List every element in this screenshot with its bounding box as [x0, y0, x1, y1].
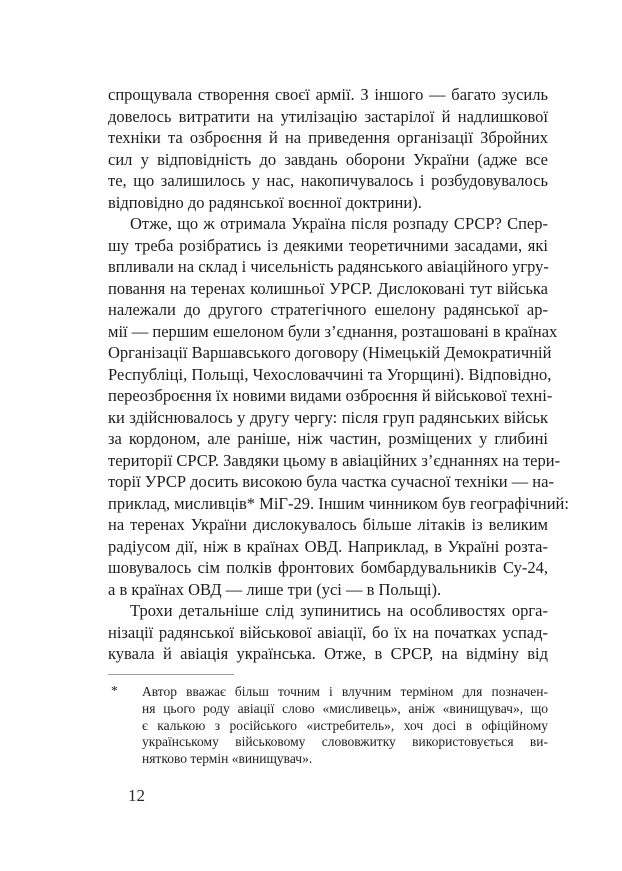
text-line: мії — першим ешелоном були з’єднання, розташовані в країнах: [108, 321, 558, 341]
text-line: на теренах України дислокувалось більше літаків із великим: [108, 515, 548, 534]
text-line: довелось витратити на утилізацію застарілої й надлишкової: [108, 106, 548, 126]
footnote: [108, 684, 548, 768]
text-line: впливали на склад і чисельність радянського авіаційного угру-: [108, 257, 549, 276]
text-line: шовувалось сім полків фронтових бомбардувальників Су-24,: [108, 558, 548, 577]
text-line: шу треба розібратись із деякими теоретичними засадами, які: [108, 235, 548, 255]
text-line: спрощувала створення своєї армії. З іншого — багато зусиль: [108, 85, 548, 104]
paragraph: [108, 213, 569, 600]
text-line: радіусом дії, ніж в країнах ОВД. Наприклад, в Україні розта-: [108, 536, 548, 556]
footnote-marker: *: [111, 683, 118, 698]
main-text: [108, 84, 569, 665]
text-line: Організації Варшавського договору (Німецькій Демократичній: [108, 343, 552, 362]
text-line: сил у відповідність до завдань оборони України (адже все: [108, 149, 548, 169]
text-line: території СРСР. Завдяки цьому в авіаційних з’єднаннях на тери-: [108, 450, 561, 470]
text-line: приклад, мисливців* МіГ-29. Іншим чинником був географічний:: [108, 493, 569, 513]
text-line: нятково термін «винищувач».: [142, 751, 313, 767]
text-line: українському військовому слововжитку використовується ви-: [142, 734, 548, 750]
paragraph: [108, 600, 548, 665]
text-line: належали до другого стратегічного ешелону радянської ар-: [108, 300, 548, 319]
text-line: є калькою з російського «истребитель», хоч досі в офіційному: [142, 717, 548, 733]
text-line: Отже, що ж отримала Україна після розпаду СРСР? Спер-: [130, 214, 548, 233]
text-line: нізації радянської військової авіації, бо їх на початках успад-: [108, 622, 548, 642]
text-line: ня цього роду авіації слово «мисливець», аніж «винищувач», що: [142, 700, 548, 716]
page-number: 12: [128, 786, 145, 805]
text-line: Трохи детальніше слід зупинитись на особливостях орга-: [130, 601, 548, 620]
text-line: а в країнах ОВД — лише три (усі — в Польщі).: [108, 579, 442, 599]
text-line: техніки та озброєння й на приведення організації Збройних: [108, 128, 548, 147]
text-line: повання на теренах колишньої УРСР. Дислоковані тут війська: [108, 278, 548, 298]
text-line: за кордоном, але раніше, ніж частин, розміщених у глибині: [108, 429, 548, 448]
text-line: переозброєння їх новими видами озброєння й військової техні-: [108, 386, 553, 405]
text-line: те, що залишилось у нас, накопичувалось і розбудовувалось: [108, 171, 548, 190]
text-line: ки здійснювалось у другу чергу: після груп радянських військ: [108, 407, 548, 427]
paragraph: [108, 84, 548, 213]
text-line: торії УРСР досить високою була частка сучасної техніки — на-: [108, 472, 554, 491]
text-line: відповідно до радянської воєнної доктрини).: [108, 192, 422, 212]
text-line: кувала й авіація українська. Отже, в СРСР, на відміну від: [108, 644, 548, 663]
footnote-divider: [108, 674, 234, 675]
text-line: Республіці, Польщі, Чехословаччині та Угорщині). Відповідно,: [108, 364, 552, 384]
text-line: Автор вважає більш точним і влучним терміном для позначен-: [142, 684, 548, 699]
footnote-text: [142, 684, 548, 768]
